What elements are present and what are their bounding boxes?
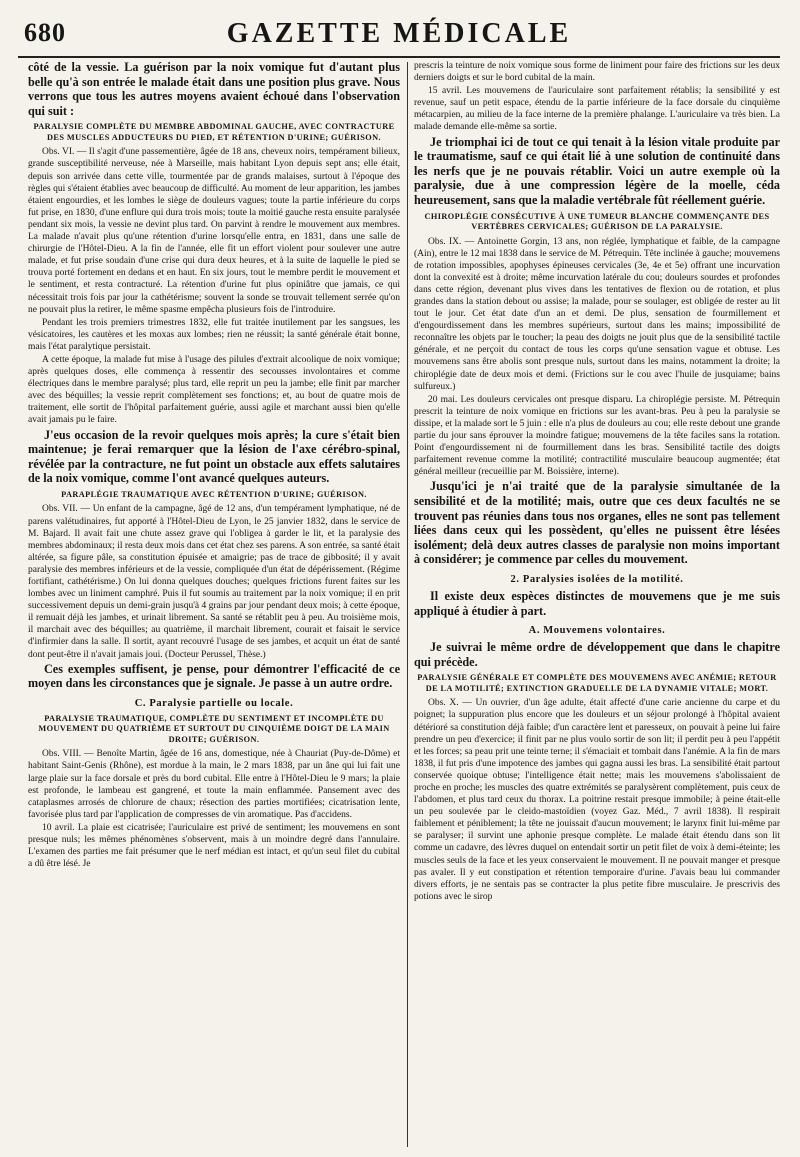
paragraph: Je suivrai le même ordre de développement que dans le chapitre qui précède. bbox=[414, 640, 780, 669]
paragraph: Pendant les trois premiers trimestres 1832, elle fut traitée inutilement par les sangsues, les vésicatoires, les cautères et les moxas aux lombes; rien ne réussit; la santé générale était bonne, mais l'état paralytique persistait. bbox=[28, 317, 400, 352]
paragraph: Jusqu'ici je n'ai traité que de la paralysie simultanée de la sensibilité et de la motilité; mais, outre que ces deux facultés ne se trouvent pas réunies dans tous nos organes, elles ne sont pas tellement liées dans ceux qui les possèdent, qu'elles ne puissent être lésées isolément; delà deux autres classes de paralysie non moins important à considérer; je commence par celles du mouvement. bbox=[414, 479, 780, 567]
subsection-heading: 2. Paralysies isolées de la motilité. bbox=[510, 573, 684, 585]
page-number: 680 bbox=[24, 18, 66, 47]
subsection-heading: C. Paralysie partielle ou locale. bbox=[134, 697, 294, 709]
paragraph: Ces exemples suffisent, je pense, pour démontrer l'efficacité de ce moyen dans les circonstances que je signale. Je passe à un autre ordre. bbox=[28, 661, 400, 691]
paragraph: côté de la vessie. La guérison par la noix vomique fut d'autant plus belle qu'à son entrée le malade était dans une position plus grave. Nous verrons que tous les autres moyens avaient échoué dans l'observation qui suit : bbox=[28, 60, 400, 118]
section-heading: CHIROPLÉGIE CONSÉCUTIVE À UNE TUMEUR BLANCHE COMMENÇANTE DES VERTÈBRES CERVICALES; GUÉRISON DE LA PARALYSIE. bbox=[424, 211, 770, 232]
section-heading: PARALYSIE COMPLÈTE DU MEMBRE ABDOMINAL GAUCHE, AVEC CONTRACTURE DES MUSCLES ADDUCTEURS DU PIED, ET RÉTENTION D'URINE; GUÉRISON. bbox=[33, 122, 395, 142]
left-column bbox=[28, 60, 400, 1150]
section-heading: PARALYSIE TRAUMATIQUE, COMPLÈTE DU SENTIMENT ET INCOMPLÈTE DU MOUVEMENT DU QUATRIÈME ET SURTOUT DU CINQUIÈME DOIGT DE LA MAIN DROITE; GUÉRISON. bbox=[38, 713, 390, 744]
observation-paragraph: Obs. X. — Un ouvrier, d'un âge adulte, était affecté d'une carie ancienne du carpe et du poignet; la suppuration plus encore que les douleurs et un séjour prolongé à l'hôpital avaient détérioré sa constitution déjà faible; d'un caractère lent et paresseux, on pouvait à peine lui faire prendre un peu d'exercice; il finit par ne plus voulo sortir de son lit; il perdit peu à peu l'appétit et les forces; sa peau prit une teinte terne; il s'émaciait et tombait dans l'anémie. A la fin de mars 1838, il fut pris d'une impotence des jambes qui gagna aussi les bras. La sensibilité était partout conservée quoique obtuse; l'intelligence était nette; mais les mouvemens s'abolissaient de proche en proche; les muscles des quatre extrémités se paralysèrent complètement, puis ceux de l'abdomen, et plus tard ceux du thorax. La poitrine restait presque immobile; à peine était-elle un peu soulevée par le cleido-mastoïdien (voyez Gaz. Méd., 7 avril 1838). Il respirait faiblement et péniblement; la tête ne jouissait d'aucun mouvement; le larynx finit lui-même par se paralyser; il survint une aphonie presque complète. Le malade était étendu dans son lit comme un cadavre, des lèvres duquel on entendait sortir un petit filet de voix à demi-éteinte; les muscles seuls de la face et les yeux conservaient le mouvement. Il ne pouvait manger et presque pas avaler. Il y eut constipation et rétention temporaire d'urine. J'avais beau lui commander divers efforts, je ne sentais pas se contracter la plus petite fibre musculaire. Je prescrivis des potions avec le sirop bbox=[414, 698, 780, 902]
observation-paragraph: Obs. VII. — Un enfant de la campagne, âgé de 12 ans, d'un tempérament lymphatique, né de parens valétudinaires, fut apporté à l'Hôtel-Dieu de Lyon, le 25 janvier 1832, dans le service de M. Bajard. Il avait fait une chute assez grave qui l'obligea à garder le lit, et la paralysie des membres abdominaux; il resta deux mois dans cet état chez ses parens. A son entrée, sa santé était altérée, sa figure pâle, sa constitution épuisée et amaigrie; pas de trace de gibbosité; il y avait paralysie des membres inférieurs et de la vessie, compliquée d'un état de dépérissement. (Régime fortifiant, cathétérisme.) On lui donna quelques douches; quelques frictions furent faites sur les lombes avec un liniment camphré. Puis il fut soumis au traitement par la noix vomique; il en prit successivement depuis un demi-grain jusqu'à 4 grains par jour pendant deux mois; à cette époque, il remuait déjà les jambes, et urinait librement. Sa santé se rétablit peu à peu. Au troisième mois, il marchait avec des béquilles; au quatrième, il marchait librement, courait et faisait le service d'infirmier dans la salle. Il sortit, ayant recouvré l'usage de ses jambes, et acquit un état de santé dont peut-être il n'avait jamais joui. (Docteur Perussel, Thèse.) bbox=[28, 504, 400, 660]
paragraph: J'eus occasion de la revoir quelques mois après; la cure s'était bien maintenue; je ferai remarquer que la lésion de l'axe cérébro-spinal, révélée par la contracture, ne fut point un obstacle aux effets salutaires de la noix vomique, comme l'ont avancé quelques auteurs. bbox=[28, 427, 400, 486]
observation-paragraph: Obs. VI. — Il s'agit d'une passementière, âgée de 18 ans, cheveux noirs, tempérament bilieux, grande susceptibilité nerveuse, née à Marseille, mais habitant Lyon depuis sept ans; elle était, depuis son arrivée dans cette ville, tourmentée par de grands malaises, surtout à l'époque des règles qui s'étaient établies avec beaucoup de difficulté. Au moment de leur apparition, les jambes étaient engourdies, et les lombes le siège de douleurs vagues; toute la partie inférieure du corps fut prise, en 1830, d'une enflure qui dura trois mois; toute la moitié gauche resta ensuite paralysée pendant six mois, la vessie ne devint plus tard. On parvint à rendre le mouvement aux membres. La malade n'avait plus qu'une rétention d'urine lorsqu'elle entra, en 1831, dans une salle de chirurgie de l'Hôtel-Dieu. A la fin de l'année, elle fit un effort violent pour soulever une autre malade, et fut prise soudain d'une crise qui dura deux heures, et à la suite de laquelle le pied se trouva porté fortement en dedans et en haut. En six jours, tout le membre perdit le mouvement et le sentiment, et resta contracturé. La rétention d'urine fut plus opiniâtre que jamais, ce qui nécessitait trois fois par jour la cathétérisme; souvent la sonde se trouvait tellement serrée qu'on ne pouvait plus la retirer, le même spasme empêcha plusieurs fois de l'introduire. bbox=[28, 147, 400, 315]
paragraph: Je triomphai ici de tout ce qui tenait à la lésion vitale produite par le traumatisme, sauf ce qui était lié à une solution de continuité dans les nerfs que je ne pouvais rétablir. Voici un autre exemple où la paralysie, due à une compression légère de la moelle, céda heureusement, sans que la maladie vertébrale fût réellement guérie. bbox=[414, 134, 780, 207]
column-divider bbox=[407, 62, 408, 1147]
observation-paragraph: Obs. IX. — Antoinette Gorgin, 13 ans, non réglée, lymphatique et faible, de la campagne (Ain), entre le 12 mai 1838 dans le service de M. Pétrequin. Tête inclinée à gauche; mouvemens de rotation impossibles, apophyses épineuses cervicales (3e, 4e et 5e) offrant une incurvation dont la convexité est à droite; même incurvation latérale du cou; douleurs sourdes et profondes dans cette région, devenant plus vives dans les tentatives de flexion ou de rotation, et plus grandes dans la station debout ou assise; la malade, pour se soulager, est obligée de rester au lit tout le jour. Cet état date d'un an et demi. De plus, sensation de fourmillement et d'engourdissement dans les membres supérieurs, surtout dans les mains; impossibilité de reconnaître les objets par le toucher; la peau des doigts ne jouit plus que de la sensibilité tactile générale, et ne perçoit du contact de tous les corps qu'une sensation vague et obtuse. Les mouvemens sans être abolis sont presque nuls, surtout dans les mains, notamment la droite; la chiroplégie date de deux mois et demi. (Frictions sur le cou avec l'huile de jusquiame; bains sulfureux.) bbox=[414, 236, 780, 392]
section-heading: PARAPLÉGIE TRAUMATIQUE AVEC RÉTENTION D'URINE; GUÉRISON. bbox=[61, 489, 367, 499]
paragraph: 15 avril. Les mouvemens de l'auriculaire sont parfaitement rétablis; la sensibilité y est revenue, sauf un petit espace, étendu de la partie inférieure de la face dorsale du cinquième métacarpien, au milieu de la face interne de la première phalange. L'auriculaire va très bien. La malade demande elle-même sa sortie. bbox=[414, 86, 780, 133]
paragraph: 20 mai. Les douleurs cervicales ont presque disparu. La chiroplégie persiste. M. Pétrequin prescrit la teinture de noix vomique en frictions sur les avant-bras. Peu à peu la paralysie se dissipe, et la malade sort le 5 juin : elle n'a plus de douleurs au cou; elle reste debout une grande partie du jour sans éprouver la moindre fatigue; mouvemens de la tête faciles sans la rotation. Point d'engourdissement ni de fourmillement dans les bras. Sensibilité tactile des doigts parfaitement revenue comme la motilité; contractilité musculaire beaucoup augmentée; état général meilleur (recueillie par M. Boissière, interne). bbox=[414, 394, 780, 478]
observation-paragraph: Obs. VIII. — Benoîte Martin, âgée de 16 ans, domestique, née à Chauriat (Puy-de-Dôme) et habitant Saint-Genis (Rhône), est mordue à la main, le 2 mars 1838, par un âne qui lui fait une large plaie sur la face dorsale et près du bord cubital. Elle entre à l'Hôtel-Dieu le 9 mars; la plaie est profonde, le lambeau est gangrené, et toute la main enflammée. Pansement avec des cataplasmes arrosés de chlorure de chaux; résection des parties mortifiées; cicatrisation lente, favorisée plus tard par l'application de compresses de vin aromatique. Pas d'accidens. bbox=[28, 749, 400, 820]
right-column bbox=[414, 60, 780, 1150]
paragraph: A cette époque, la malade fut mise à l'usage des pilules d'extrait alcoolique de noix vomique; après quelques doses, elle commença à ressentir des secousses involontaires et comme électriques dans le membre paralysé; plus tard, elle reprit un peu la jambe; elle finit par marcher avec des béquilles; la vessie reprit complètement ses fonctions; et, au bout de quatre mois de traitement, elle sortit de l'hôpital parfaitement guérie, aussi agile et marchant aussi bien qu'elle avait jamais pu le faire. bbox=[28, 354, 400, 426]
paragraph: 10 avril. La plaie est cicatrisée; l'auriculaire est privé de sentiment; les mouvemens en sont presque nuls; les mêmes phénomènes s'observent, mais à un moindre degré dans l'annulaire. L'examen des parties me fait présumer que le nerf médian est intact, et qu'un seul filet du cubital a dû être lésé. Je bbox=[28, 822, 400, 870]
section-heading: PARALYSIE GÉNÉRALE ET COMPLÈTE DES MOUVEMENS AVEC ANÉMIE; RETOUR DE LA MOTILITÉ; EXTINCTION GRADUELLE DE LA DYNAMIE VITALE; MORT. bbox=[417, 673, 777, 693]
paragraph: Il existe deux espèces distinctes de mouvemens que je me suis appliqué à étudier à part. bbox=[414, 588, 780, 618]
masthead-title: GAZETTE MÉDICALE bbox=[226, 18, 572, 49]
paragraph: prescris la teinture de noix vomique sous forme de liniment pour faire des frictions sur les deux derniers doigts et sur le bord cubital de la main. bbox=[414, 61, 780, 84]
page-header bbox=[18, 10, 780, 58]
subsection-heading: A. Mouvemens volontaires. bbox=[528, 625, 666, 637]
